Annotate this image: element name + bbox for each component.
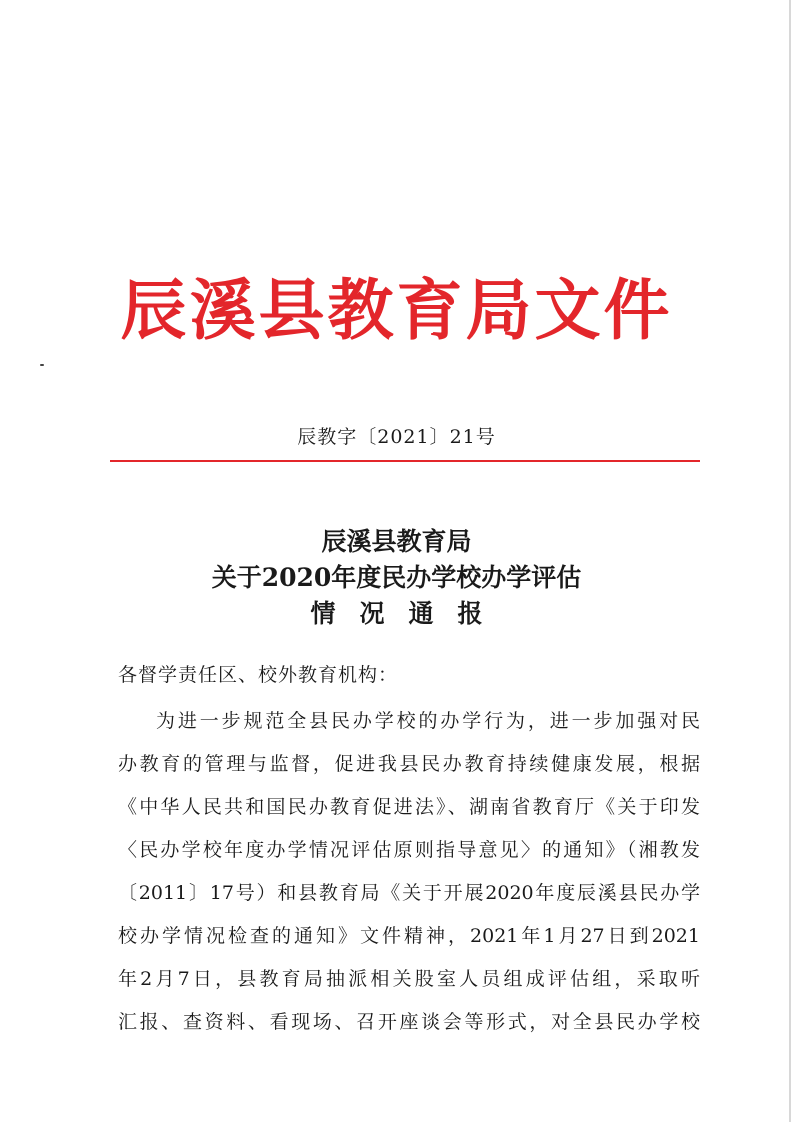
body-line: 〈民办学校年度办学情况评估原则指导意见〉的通知》（湘教发 [118,839,700,861]
document-title-line2: 关于2020年度民办学校办学评估 [211,563,582,592]
salutation: 各督学责任区、校外教育机构： [118,664,399,686]
body-line: 《中华人民共和国民办教育促进法》、湖南省教育厅《关于印发 [118,796,700,818]
red-divider-line [110,460,700,462]
body-line: 为进一步规范全县民办学校的办学行为，进一步加强对民 [156,710,700,732]
body-line: 办教育的管理与监督，促进我县民办教育持续健康发展，根据 [118,753,700,775]
document-title-line3: 情况通报 [310,599,507,628]
scan-speck [40,364,44,366]
body-line: 汇报、查资料、看现场、召开座谈会等形式，对全县民办学校 [118,1011,700,1033]
document-number: 辰教字〔2021〕21号 [297,426,496,448]
document-title-line1: 辰溪县教育局 [321,527,472,556]
body-line: 年2月7日，县教育局抽派相关股室人员组成评估组，采取听 [118,968,700,990]
letterhead-title: 辰溪县教育局文件 [120,271,673,349]
body-line: 校办学情况检查的通知》文件精神，2021年1月27日到2021 [118,925,700,947]
document-title [0,524,793,632]
body-line: 〔2011〕17号）和县教育局《关于开展2020年度辰溪县民办学 [118,882,700,904]
body-paragraph [118,700,700,1044]
